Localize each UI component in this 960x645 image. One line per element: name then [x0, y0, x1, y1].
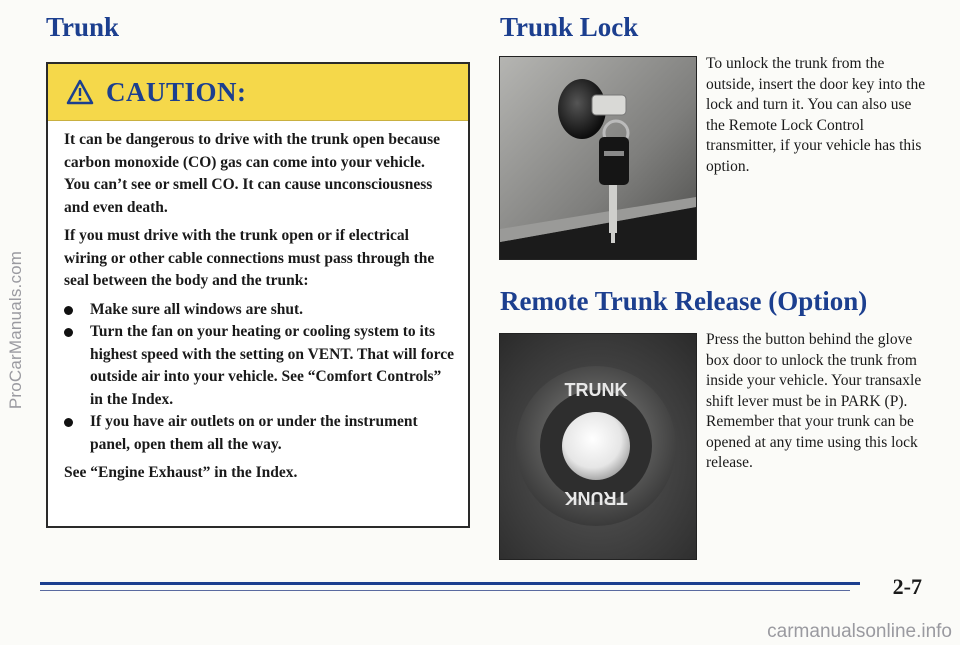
page-number: 2-7: [892, 574, 922, 599]
caution-bullet-text: If you have air outlets on or under the instrument panel, open them all the way.: [90, 413, 418, 453]
bullet-dot-icon: [64, 328, 73, 337]
caution-footer: See “Engine Exhaust” in the Index.: [64, 464, 298, 481]
caution-bullet-item: [64, 299, 454, 322]
trunk-lock-heading: Trunk Lock: [500, 12, 639, 42]
trunk-release-button-illustration: [500, 334, 696, 559]
button-label-bottom: TRUNK: [564, 488, 628, 508]
trunk-heading: Trunk: [46, 12, 120, 42]
caution-body: [48, 121, 468, 485]
side-watermark-text: ProCarManuals.com: [6, 250, 25, 410]
button-label-top: TRUNK: [564, 380, 628, 400]
bottom-watermark: carmanualsonline.info: [767, 621, 952, 642]
trunk-lock-photo: [499, 56, 697, 260]
caution-bullet-text: Make sure all windows are shut.: [90, 300, 304, 318]
remote-release-text: Press the button behind the glove box door to unlock the trunk from inside your vehicle. Your transaxle shift lever must be in PARK (P). Remember that your trunk can be opened at any time using this lock release.: [706, 331, 922, 471]
warning-triangle-icon: [66, 79, 94, 105]
remote-release-heading: Remote Trunk Release (Option): [500, 286, 868, 316]
caution-bullet-item: [64, 411, 454, 456]
caution-box: [46, 62, 470, 528]
caution-header: [48, 64, 468, 121]
side-watermark: [4, 70, 28, 590]
bullet-dot-icon: [64, 306, 73, 315]
caution-bullet-text: Turn the fan on your heating or cooling system to its highest speed with the setting on VENT. That will force outside air into your vehicle. See “Comfort Controls” in the Index.: [90, 323, 454, 408]
caution-heading: CAUTION:: [106, 76, 247, 107]
footer-rule: [40, 582, 860, 585]
caution-bullet-list: [64, 299, 454, 457]
trunk-lock-text: To unlock the trunk from the outside, insert the door key into the lock and turn it. You can also use the Remote Lock Control transmitter, if your vehicle has this option.: [706, 55, 926, 175]
footer-rule-thin: [40, 590, 850, 591]
bullet-dot-icon: [64, 418, 73, 427]
caution-paragraph-1: It can be dangerous to drive with the trunk open because carbon monoxide (CO) gas can come into your vehicle. You can’t see or smell CO. It can cause unconsciousness and even death.: [64, 131, 441, 216]
remote-release-photo: [499, 333, 697, 560]
caution-paragraph-2: If you must drive with the trunk open or if electrical wiring or other cable connections must pass through the seal between the body and the trunk:: [64, 227, 435, 289]
key-in-lock-illustration: [500, 57, 696, 259]
caution-bullet-item: [64, 321, 454, 411]
